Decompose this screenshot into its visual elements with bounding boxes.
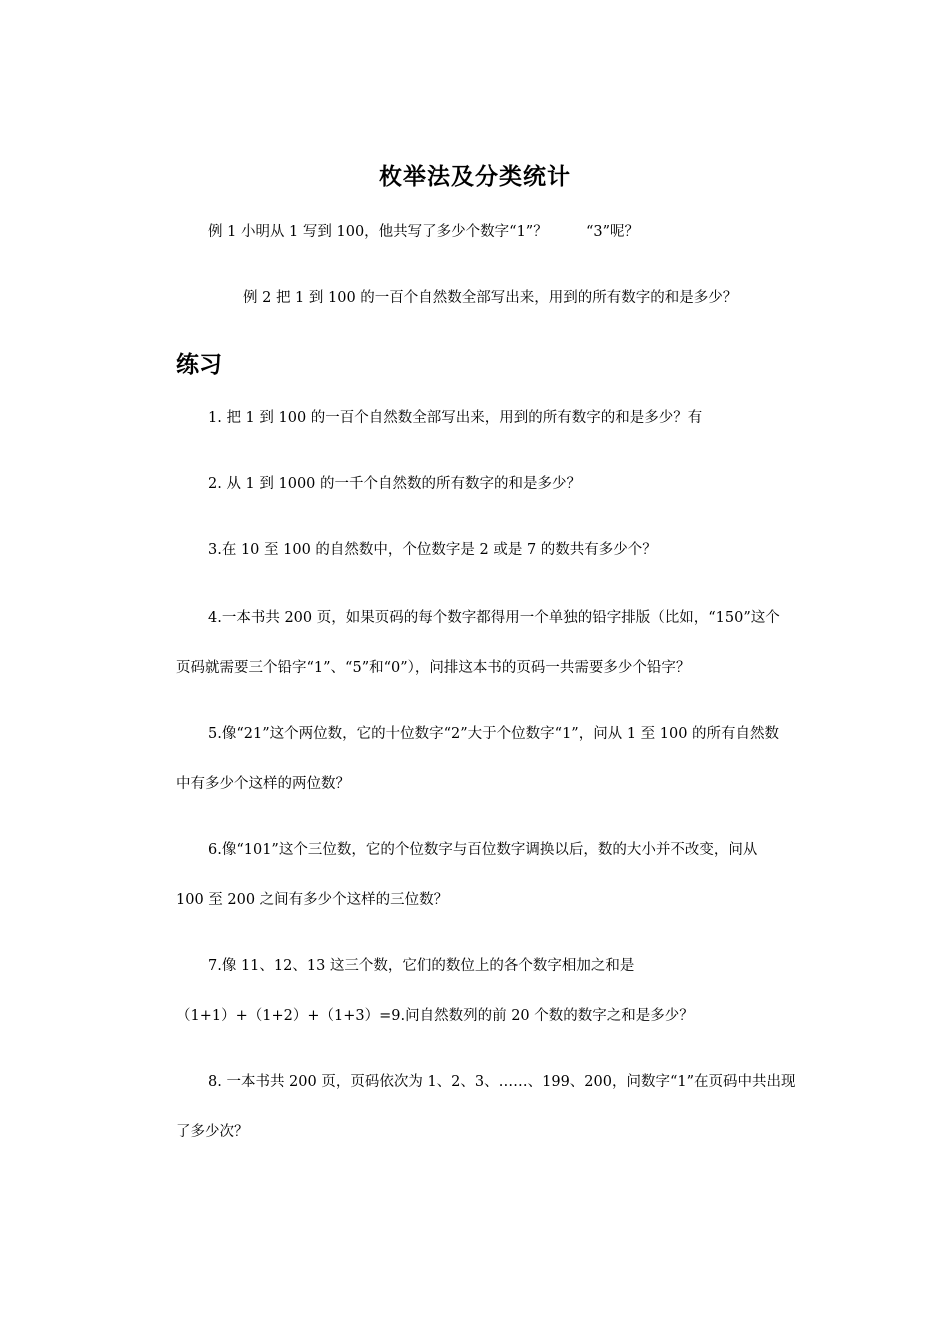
problem-8-line-1: 8. 一本书共 200 页，页码依次为 1、2、3、……、199、200，问数字“1”在页码中共出现 [208,1074,796,1090]
problem-1-line-1: 1. 把 1 到 100 的一百个自然数全部写出来，用到的所有数字的和是多少？有 [208,410,703,426]
problem-7-line-2: （1+1）+（1+2）+（1+3）=9.问自然数列的前 20 个数的数字之和是多少？ [176,1008,694,1024]
example-1-followup: “3”呢？ [586,224,640,240]
example-2-text: 例 2 把 1 到 100 的一百个自然数全部写出来，用到的所有数字的和是多少？ [243,290,738,306]
problem-3-line-1: 3.在 10 至 100 的自然数中，个位数字是 2 或是 7 的数共有多少个？ [208,542,657,558]
problem-4-line-2: 页码就需要三个铅字“1”、“5”和“0”），问排这本书的页码一共需要多少个铅字？ [176,660,691,676]
practice-heading: 练习 [176,352,222,378]
problem-4-line-1: 4.一本书共 200 页，如果页码的每个数字都得用一个单独的铅字排版（比如，“150”这个 [208,610,780,626]
problem-8-line-2: 了多少次？ [176,1124,249,1140]
problem-6-line-2: 100 至 200 之间有多少个这样的三位数？ [176,892,449,908]
page-title: 枚举法及分类统计 [379,164,571,190]
problem-5-line-1: 5.像“21”这个两位数，它的十位数字“2”大于个位数字“1”，问从 1 至 100 的所有自然数 [208,726,780,742]
problem-5-line-2: 中有多少个这样的两位数？ [176,776,350,792]
problem-7-line-1: 7.像 11、12、13 这三个数，它们的数位上的各个数字相加之和是 [208,958,635,974]
example-1-text: 例 1 小明从 1 写到 100，他共写了多少个数字“1”？ [208,224,548,240]
problem-2-line-1: 2. 从 1 到 1000 的一千个自然数的所有数字的和是多少？ [208,476,582,492]
problem-6-line-1: 6.像“101”这个三位数，它的个位数字与百位数字调换以后，数的大小并不改变，问从 [208,842,758,858]
